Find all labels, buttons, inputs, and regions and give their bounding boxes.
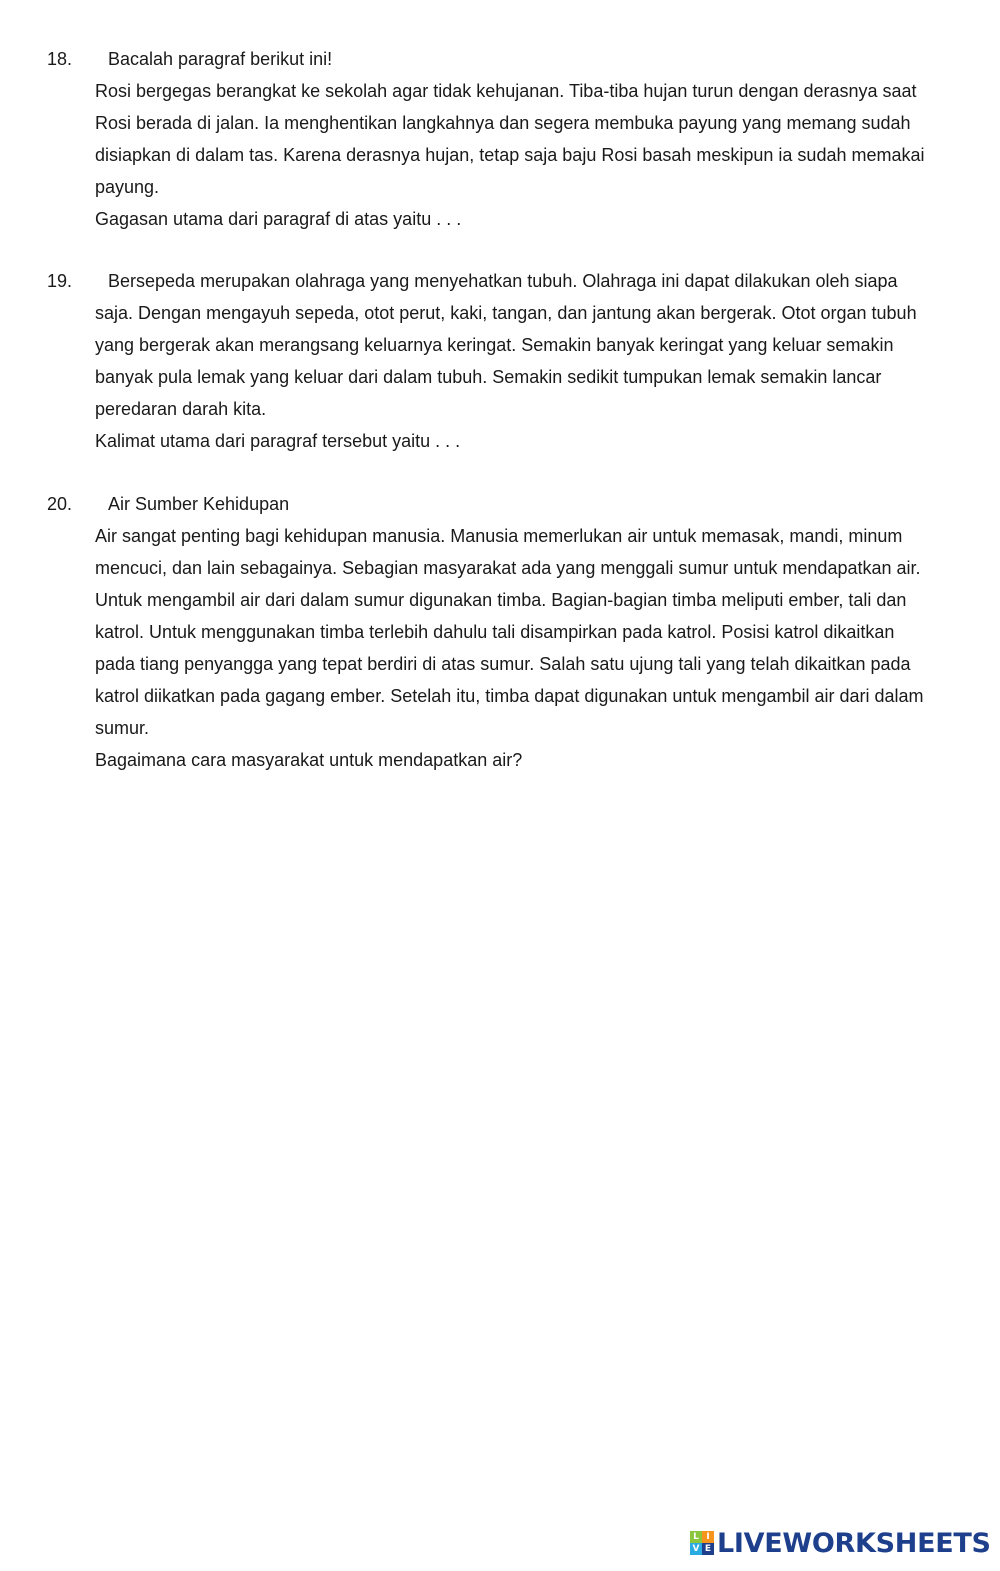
liveworksheets-icon	[690, 1531, 714, 1555]
question-body	[95, 520, 955, 776]
question-number: 20.	[47, 494, 73, 514]
passage-title: Air Sumber Kehidupan	[108, 494, 290, 514]
paragraph-line: sumur.	[95, 718, 150, 738]
paragraph-line: Rosi bergegas berangkat ke sekolah agar tidak kehujanan. Tiba-tiba hujan turun dengan derasnya saat	[95, 81, 917, 101]
paragraph-line: Rosi berada di jalan. Ia menghentikan langkahnya dan segera membuka payung yang memang sudah	[95, 113, 911, 133]
question-prompt: Kalimat utama dari paragraf tersebut yaitu . . .	[95, 431, 461, 451]
paragraph-line: pada tiang penyangga yang tepat berdiri di atas sumur. Salah satu ujung tali yang telah dikaitkan pada	[95, 654, 911, 674]
paragraph-line: peredaran darah kita.	[95, 399, 267, 419]
paragraph-line: Air sangat penting bagi kehidupan manusia. Manusia memerlukan air untuk memasak, mandi, minum	[95, 526, 903, 546]
question-heading: Bacalah paragraf berikut ini!	[108, 49, 333, 69]
question-number: 18.	[47, 49, 73, 69]
paragraph-line: saja. Dengan mengayuh sepeda, otot perut, kaki, tangan, dan jantung akan bergerak. Otot organ tubuh	[95, 303, 917, 323]
paragraph-line: Untuk mengambil air dari dalam sumur digunakan timba. Bagian-bagian timba meliputi ember, tali dan	[95, 590, 907, 610]
paragraph-line: katrol. Untuk menggunakan timba terlebih dahulu tali disampirkan pada katrol. Posisi katrol dikaitkan	[95, 622, 895, 642]
paragraph-line: banyak pula lemak yang keluar dari dalam tubuh. Semakin sedikit tumpukan lemak semakin lancar	[95, 367, 882, 387]
logo-tile: V	[690, 1543, 702, 1555]
paragraph-line: yang bergerak akan merangsang keluarnya keringat. Semakin banyak keringat yang keluar semakin	[95, 335, 894, 355]
question-number: 19.	[47, 271, 73, 291]
question-prompt: Bagaimana cara masyarakat untuk mendapatkan air?	[95, 750, 523, 770]
question-body	[95, 297, 955, 457]
paragraph-line: Bersepeda merupakan olahraga yang menyehatkan tubuh. Olahraga ini dapat dilakukan oleh siapa	[108, 271, 898, 291]
brand-name: LIVEWORKSHEETS	[717, 1527, 991, 1559]
logo-tile: I	[702, 1531, 714, 1543]
question-prompt: Gagasan utama dari paragraf di atas yaitu . . .	[95, 209, 462, 229]
question-body	[95, 75, 955, 235]
paragraph-line: payung.	[95, 177, 160, 197]
liveworksheets-logo	[690, 1527, 991, 1559]
logo-tile: L	[690, 1531, 702, 1543]
paragraph-line: disiapkan di dalam tas. Karena derasnya hujan, tetap saja baju Rosi basah meskipun ia sudah memakai	[95, 145, 925, 165]
logo-tile: E	[702, 1543, 714, 1555]
paragraph-line: mencuci, dan lain sebagainya. Sebagian masyarakat ada yang menggali sumur untuk mendapatkan air.	[95, 558, 921, 578]
paragraph-line: katrol diikatkan pada gagang ember. Setelah itu, timba dapat digunakan untuk mengambil air dari dalam	[95, 686, 924, 706]
